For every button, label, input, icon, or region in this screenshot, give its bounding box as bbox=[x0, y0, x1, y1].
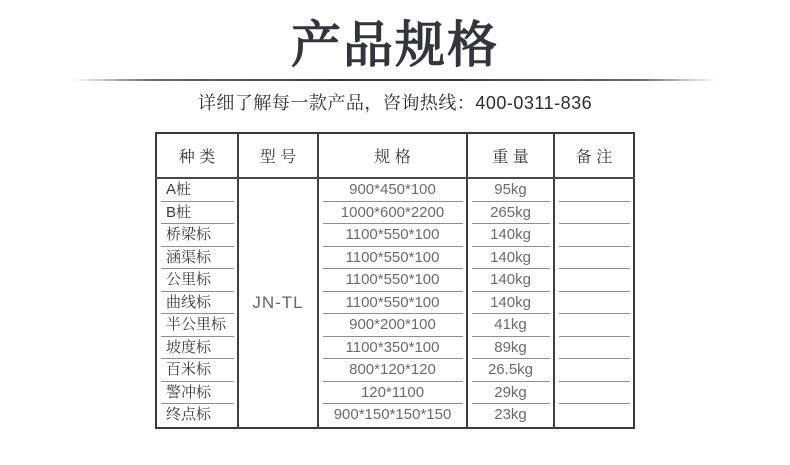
note-cell bbox=[554, 247, 634, 269]
type-cell: 半公里标 bbox=[156, 314, 238, 336]
table-row bbox=[156, 269, 634, 291]
spec-cell: 1100*350*100 bbox=[318, 337, 467, 359]
spec-cell: 1100*550*100 bbox=[318, 292, 467, 314]
type-cell: 百米标 bbox=[156, 359, 238, 381]
type-cell: 终点标 bbox=[166, 406, 212, 424]
type-cell: B桩 bbox=[156, 202, 238, 224]
weight-cell: 140kg bbox=[467, 269, 554, 291]
weight-cell: 26.5kg bbox=[467, 359, 554, 381]
spec-table-body bbox=[156, 178, 634, 428]
table-row bbox=[156, 247, 634, 269]
table-header bbox=[156, 133, 634, 178]
table-row bbox=[156, 224, 634, 246]
weight-cell: 89kg bbox=[467, 337, 554, 359]
header-row bbox=[156, 133, 634, 178]
note-cell bbox=[554, 314, 634, 336]
spec-cell: 900*450*100 bbox=[318, 178, 467, 202]
weight-cell: 265kg bbox=[467, 202, 554, 224]
spec-cell: 900*150*150*150 bbox=[318, 404, 467, 428]
title-divider-line bbox=[73, 79, 717, 81]
column-header-spec: 规 格 bbox=[318, 133, 467, 178]
note-cell bbox=[554, 202, 634, 224]
page-title: 产品规格 bbox=[291, 17, 499, 73]
table-row bbox=[156, 337, 634, 359]
spec-cell: 1000*600*2200 bbox=[318, 202, 467, 224]
column-header-weight: 重 量 bbox=[467, 133, 554, 178]
note-cell bbox=[554, 224, 634, 246]
note-cell bbox=[554, 404, 634, 428]
weight-cell: 140kg bbox=[467, 292, 554, 314]
product-spec-table bbox=[155, 132, 635, 429]
spec-cell: 1100*550*100 bbox=[318, 224, 467, 246]
table-row bbox=[156, 202, 634, 224]
column-header-model: 型 号 bbox=[238, 133, 318, 178]
note-cell bbox=[554, 337, 634, 359]
spec-cell: 900*200*100 bbox=[318, 314, 467, 336]
model-cell: JN-TL bbox=[238, 178, 318, 428]
note-cell bbox=[554, 382, 634, 404]
weight-cell: 29kg bbox=[467, 382, 554, 404]
table-row bbox=[156, 314, 634, 336]
table-row bbox=[156, 404, 634, 428]
type-cell: 涵渠标 bbox=[156, 247, 238, 269]
note-cell bbox=[554, 269, 634, 291]
type-cell: A桩 bbox=[156, 178, 238, 202]
weight-cell: 41kg bbox=[467, 314, 554, 336]
note-cell bbox=[554, 359, 634, 381]
type-cell: 曲线标 bbox=[156, 292, 238, 314]
spec-cell: 1100*550*100 bbox=[318, 269, 467, 291]
spec-cell: 800*120*120 bbox=[318, 359, 467, 381]
spec-cell: 120*1100 bbox=[318, 382, 467, 404]
weight-cell: 140kg bbox=[467, 224, 554, 246]
column-header-note: 备 注 bbox=[554, 133, 634, 178]
spec-cell: 1100*550*100 bbox=[318, 247, 467, 269]
weight-cell: 140kg bbox=[467, 247, 554, 269]
table-row bbox=[156, 292, 634, 314]
weight-cell: 95kg bbox=[467, 178, 554, 202]
type-cell: 坡度标 bbox=[156, 337, 238, 359]
table-row bbox=[156, 382, 634, 404]
type-cell: 警冲标 bbox=[156, 382, 238, 404]
note-cell bbox=[554, 178, 634, 202]
column-header-type: 种 类 bbox=[156, 133, 238, 178]
note-cell bbox=[554, 292, 634, 314]
table-row bbox=[156, 178, 634, 202]
table-row bbox=[156, 359, 634, 381]
type-cell: 桥梁标 bbox=[156, 224, 238, 246]
type-cell: 公里标 bbox=[156, 269, 238, 291]
hotline-subtitle: 详细了解每一款产品，咨询热线：400-0311-836 bbox=[197, 93, 593, 113]
weight-cell: 23kg bbox=[467, 404, 554, 428]
